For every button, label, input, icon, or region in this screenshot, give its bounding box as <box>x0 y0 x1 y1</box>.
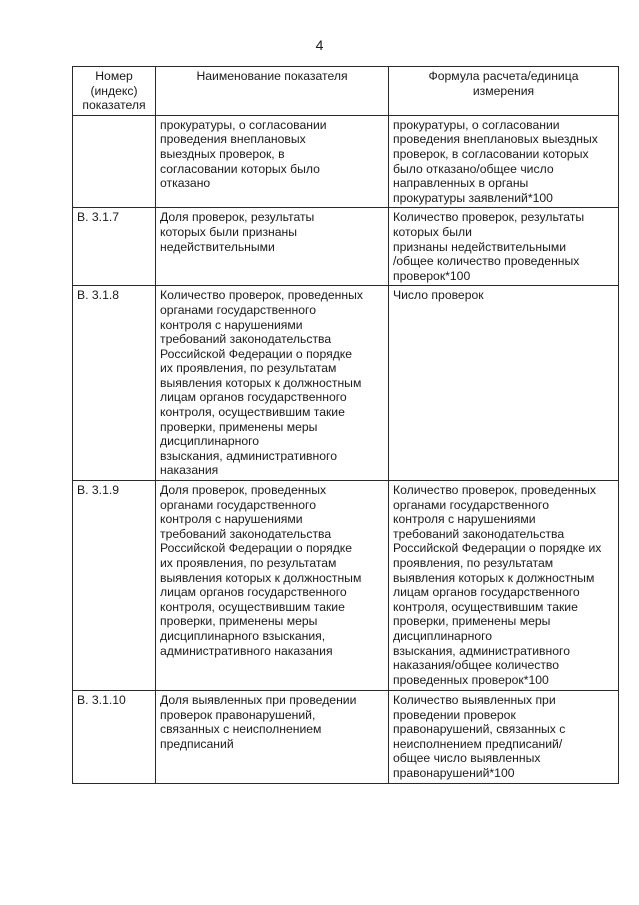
table-row <box>73 115 619 208</box>
row-name: прокуратуры, о согласовании проведения внеплановых выездных проверок, в согласовании которых было отказано <box>156 115 389 208</box>
page-number: 4 <box>315 37 324 53</box>
row-name: Доля проверок, результаты которых были признаны недействительными <box>156 208 389 286</box>
indicators-table <box>72 66 619 784</box>
row-formula: Количество выявленных при проведении проверок правонарушений, связанных с неисполнением предписаний/ общее число выявленных правонарушений*100 <box>389 691 619 784</box>
row-formula: прокуратуры, о согласовании проведения внеплановых выездных проверок, в согласовании которых было отказано/общее число направленных в органы прокуратуры заявлений*100 <box>389 115 619 208</box>
header-name: Наименование показателя <box>156 67 389 116</box>
table-row <box>73 691 619 784</box>
row-name: Доля выявленных при проведении проверок правонарушений, связанных с неисполнением предписаний <box>156 691 389 784</box>
row-index: В. 3.1.7 <box>73 208 156 286</box>
row-name: Количество проверок, проведенных органами государственного контроля с нарушениями требований законодательства Российской Федерации о порядке их проявления, по результатам выявления которых к должностным лицам органов государственного контроля, осуществившим такие проверки, применены меры дисциплинарного взыскания, административного наказания <box>156 286 389 481</box>
table-header-row <box>73 67 619 116</box>
header-index: Номер (индекс) показателя <box>73 67 156 116</box>
row-index: В. 3.1.9 <box>73 481 156 691</box>
row-formula: Количество проверок, результаты которых были признаны недействительными /общее количество проведенных проверок*100 <box>389 208 619 286</box>
table-row <box>73 208 619 286</box>
table-row <box>73 481 619 691</box>
row-index: В. 3.1.10 <box>73 691 156 784</box>
row-formula: Число проверок <box>389 286 619 481</box>
row-name: Доля проверок, проведенных органами государственного контроля с нарушениями требований законодательства Российской Федерации о порядке их проявления, по результатам выявления которых к должностным лицам органов государственного контроля, осуществившим такие проверки, применены меры дисциплинарного взыскания, административного наказания <box>156 481 389 691</box>
header-formula: Формула расчета/единица измерения <box>389 67 619 116</box>
row-formula: Количество проверок, проведенных органами государственного контроля с нарушениями требований законодательства Российской Федерации о порядке их проявления, по результатам выявления которых к должностным лицам органов государственного контроля, осуществившим такие проверки, применены меры дисциплинарного взыскания, административного наказания/общее количество проведенных проверок*100 <box>389 481 619 691</box>
row-index: В. 3.1.8 <box>73 286 156 481</box>
row-index <box>73 115 156 208</box>
table-row <box>73 286 619 481</box>
